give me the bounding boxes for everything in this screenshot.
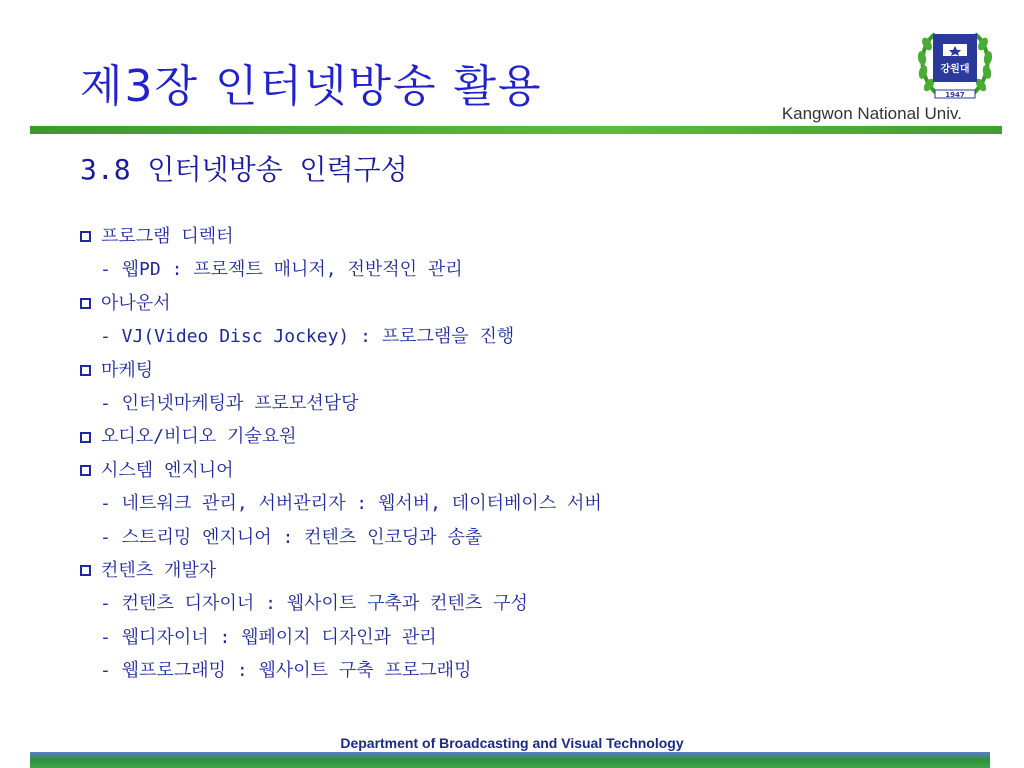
bullet-heading <box>80 420 980 453</box>
checkbox-bullet-icon <box>80 432 91 443</box>
sub-item: - 웹프로그래밍 : 웹사이트 구축 프로그래밍 <box>100 660 472 682</box>
page-title: 제3장 인터넷방송 활용 <box>80 61 543 112</box>
logo-name: 강원대 <box>940 64 970 75</box>
bullet-heading <box>80 554 980 587</box>
checkbox-bullet-icon <box>80 231 91 242</box>
checkbox-bullet-icon <box>80 298 91 309</box>
bullet-heading <box>80 454 980 487</box>
bullet-heading <box>80 354 980 387</box>
sub-item: - 웹디자이너 : 웹페이지 디자인과 관리 <box>100 626 437 648</box>
checkbox-bullet-icon <box>80 565 91 576</box>
footer-department: Department of Broadcasting and Visual Technology <box>340 735 684 751</box>
sub-item: - VJ(Video Disc Jockey) : 프로그램을 진행 <box>100 326 515 348</box>
sub-item: - 스트리밍 엔지니어 : 컨텐츠 인코딩과 송출 <box>100 526 483 548</box>
checkbox-bullet-icon <box>80 365 91 376</box>
university-name: Kangwon National Univ. <box>781 104 962 123</box>
section-subtitle: 3.8 인터넷방송 인력구성 <box>80 153 408 186</box>
bullet-heading-text: 오디오/비디오 기술요원 <box>101 426 297 448</box>
bullet-heading-text: 아나운서 <box>101 292 171 314</box>
sub-item: - 네트워크 관리, 서버관리자 : 웹서버, 데이터베이스 서버 <box>100 493 602 515</box>
logo-year: 1947 <box>945 91 965 99</box>
sub-item: - 컨텐츠 디자이너 : 웹사이트 구축과 컨텐츠 구성 <box>100 593 528 615</box>
slide-content <box>80 220 980 687</box>
checkbox-bullet-icon <box>80 465 91 476</box>
bullet-heading-text: 프로그램 디렉터 <box>101 226 234 247</box>
bullet-heading <box>80 287 980 320</box>
header-divider <box>30 126 1002 134</box>
sub-item: - 인터넷마케팅과 프로모션담당 <box>100 392 359 414</box>
bullet-heading <box>80 220 980 253</box>
footer-bar <box>30 752 990 768</box>
university-logo <box>915 20 995 104</box>
bullet-heading-text: 컨텐츠 개발자 <box>101 559 217 581</box>
bullet-heading-text: 시스템 엔지니어 <box>101 459 234 481</box>
bullet-heading-text: 마케팅 <box>101 359 154 381</box>
sub-item: - 웹PD : 프로젝트 매니저, 전반적인 관리 <box>100 259 463 281</box>
